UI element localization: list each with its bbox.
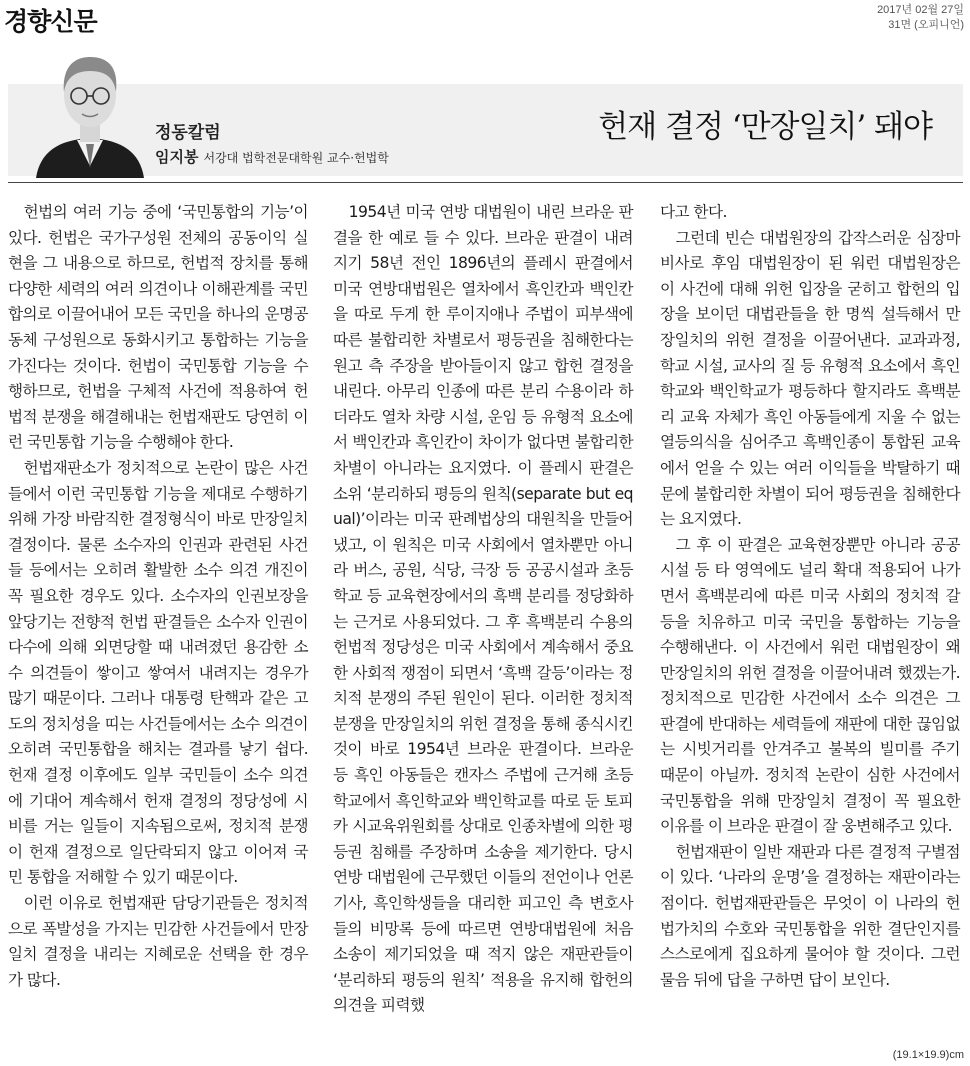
article-column-2 [333,200,633,1019]
column-name: 정동칼럼 [155,123,221,143]
headline: 헌재 결정 ‘만장일치’ 돼야 [598,109,932,145]
paragraph: 헌법재판소가 정치적으로 논란이 많은 사건들에서 이런 국민통합 기능을 제대로 수행하기 위해 가장 바람직한 결정형식이 바로 만장일치 결정이다. 물론 소수자의 인권과 관련된 사건들 등에서는 오히려 활발한 소수 의견 개진이 꼭 필요한 경우도 있다. 소수자의 인권보장을 앞당기는 전향적 헌법 판결들은 소수자 인권이 다수에 의해 외면당할 때 내려졌던 용감한 소수 의견들이 쌓이고 쌓여서 내려지는 경우가 많기 때문이다. 그러나 대통령 탄핵과 같은 고도의 정치성을 띠는 사건들에서는 소수 의견이 오히려 국민통합을 해치는 결과를 낳기 쉽다. 헌재 결정 이후에도 일부 국민들이 소수 의견에 기대어 계속해서 헌재 결정의 정당성에 시비를 거는 일들이 지속됨으로써, 정치적 분쟁이 헌재 결정으로 일단락되지 않고 이어져 국민 통합을 저해할 수 있기 때문이다. [8,458,308,887]
author-byline [155,146,389,167]
clipping-size-note: (19.1×19.9)cm [892,1049,964,1061]
author-title: 서강대 법학전문대학원 교수·헌법학 [203,151,389,165]
paragraph: 그 후 이 판결은 교육현장뿐만 아니라 공공시설 등 타 영역에도 널리 확대 적용되어 나가면서 흑백분리에 따른 미국 사회의 정치적 갈등을 치유하고 미국 국민을 통합하는 기능을 수행해낸다. 이 사건에서 워런 대법원장이 왜 만장일치의 위헌 결정을 이끌어내려 했겠는가. 정치적으로 민감한 사건에서 소수 의견은 그 판결에 반대하는 세력들에 재판에 대한 끊임없는 시빗거리를 안겨주고 불복의 빌미를 주기 때문이 아닐까. 정치적 논란이 심한 사건에서 국민통합을 위해 만장일치 결정이 꼭 필요한 이유를 이 브라운 판결이 잘 웅변해주고 있다. [660,535,960,836]
paragraph-continuation: 다고 한다. [660,203,727,221]
author-portrait [30,40,150,178]
paragraph: 헌법의 여러 기능 중에 ‘국민통합의 기능’이 있다. 헌법은 국가구성원 전체의 공동이익 실현을 그 내용으로 하므로, 헌법적 장치를 통해 다양한 세력의 여러 의견이나 이해관계를 국민 합의로 이끌어내어 모든 국민을 하나의 운명공동체 구성원으로 동화시키고 통합하는 기능을 가진다는 것이다. 헌법이 국민통합 기능을 수행하므로, 헌법을 구체적 사건에 적용하여 헌법적 분쟁을 해결해내는 헌법재판도 당연히 이런 국민통합 기능을 수행해야 한다. [8,203,308,452]
publication-date: 2017년 02월 27일 [877,4,964,16]
paragraph: 헌법재판이 일반 재판과 다른 결정적 구별점이 있다. ‘나라의 운명’을 결정하는 재판이라는 점이다. 헌법재판관들은 무엇이 이 나라의 헌법가치의 수호와 국민통합을 위한 결단인지를 스스로에게 집요하게 물어야 할 것이다. 그런 물음 뒤에 답을 구하면 답이 보인다. [660,842,960,989]
newspaper-masthead: 경향신문 [4,7,97,36]
paragraph: 1954년 미국 연방 대법원이 내린 브라운 판결을 한 예로 들 수 있다. 브라운 판결이 내려지기 58년 전인 1896년의 플레시 판결에서 미국 연방대법원은 열차에서 흑인칸과 백인칸을 따로 두게 한 루이지애나 주법이 피부색에 따른 불합리한 차별로서 평등권을 침해한다는 원고 측 주장을 받아들이지 않고 합헌 결정을 내린다. 아무리 인종에 따른 분리 수용이라 하더라도 열차 차량 시설, 운임 등 유형적 요소에서 백인칸과 흑인칸이 차이가 없다면 불합리한 차별이 아니라는 요지였다. 이 플레시 판결은 소위 ‘분리하되 평등의 원칙(separate but equal)’이라는 미국 판례법상의 대원칙을 만들어냈고, 이 원칙은 미국 사회에서 열차뿐만 아니라 버스, 공원, 식당, 극장 등 공공시설과 초등학교 등 교육현장에서의 흑백 분리를 정당화하는 근거로 사용되었다. 그 후 흑백분리 수용의 헌법적 정당성은 미국 사회에서 계속해서 중요한 사회적 쟁점이 되면서 ‘흑백 갈등’이라는 정치적 분쟁의 주된 원인이 된다. 이러한 정치적 분쟁을 만장일치의 위헌 결정을 통해 종식시킨 것이 바로 1954년 브라운 판결이다. 브라운 등 흑인 아동들은 캔자스 주법에 근거해 초등학교에서 흑인학교와 백인학교를 따로 둔 토피카 시교육위원회를 상대로 인종차별에 의한 평등권 침해를 주장하며 소송을 제기한다. 당시 연방 대법원에 근무했던 이들의 전언이나 언론 기사, 흑인학생들을 대리한 피고인 측 변호사들의 비망록 등에 따르면 연방대법원에 처음 소송이 제기되었을 때 적지 않은 재판관들이 ‘분리하되 평등의 원칙’ 적용을 유지해 합헌의 의견을 피력했 [333,203,633,1015]
dateline [877,3,964,33]
paragraph: 그런데 빈슨 대법원장의 갑작스러운 심장마비사로 후임 대법원장이 된 워런 대법원장은 이 사건에 대해 위헌 입장을 굳히고 합헌의 입장을 보이던 대법관들을 한 명씩 설득해서 만장일치의 위헌 결정을 이끌어낸다. 교과과정, 학교 시설, 교사의 질 등 유형적 요소에서 흑인학교와 백인학교가 평등하다 할지라도 흑백분리 교육 자체가 흑인 아동들에게 지울 수 없는 열등의식을 심어주고 흑백인종이 통합된 교육에서 얻을 수 있는 여러 이익들을 박탈하기 때문에 불합리한 차별이 되어 평등권을 침해한다는 요지였다. [660,228,960,529]
author-name: 임지봉 [155,148,199,166]
article-column-1 [8,200,308,993]
paragraph: 이런 이유로 헌법재판 담당기관들은 정치적으로 폭발성을 가지는 민감한 사건들에서 만장일치 결정을 내리는 지혜로운 선택을 한 경우가 많다. [8,894,308,989]
header-rule [8,182,963,183]
page-section: 31면 (오피니언) [888,19,964,31]
article-column-3 [660,200,960,993]
